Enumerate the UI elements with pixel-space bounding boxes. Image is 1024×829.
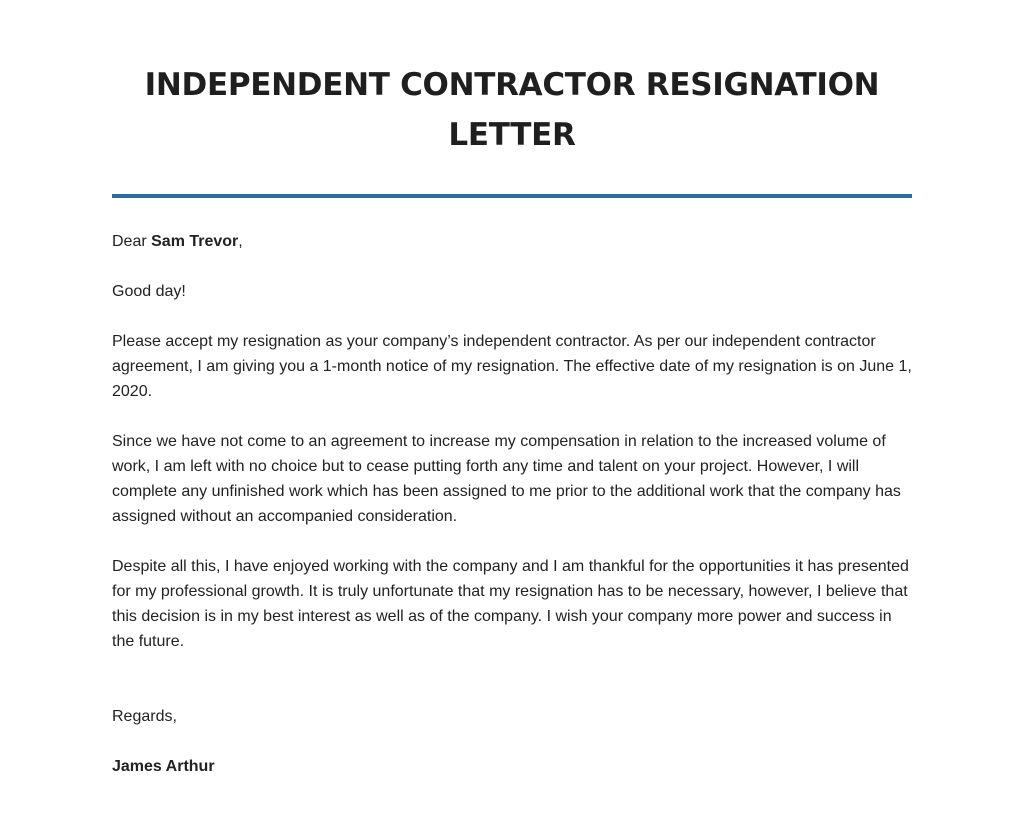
paragraph-1-text: Please accept my resignation as your company’s independent contractor. As per our independent contractor agreement, I am giving you a 1-month notice of my resignation. The effective date of my resignation is on June 1, 2020. bbox=[112, 333, 912, 400]
title-line-1: INDEPENDENT CONTRACTOR RESIGNATION bbox=[144, 67, 880, 103]
title-divider bbox=[112, 194, 912, 198]
recipient-name: Sam Trevor bbox=[151, 233, 239, 250]
paragraph-3 bbox=[112, 554, 912, 654]
paragraph-2-text: Since we have not come to an agreement to increase my compensation in relation to the increased volume of work, I am left with no choice but to cease putting forth any time and talent on your project. However, I will complete any unfinished work which has been assigned to me prior to the additional work that the company has assigned without an accompanied consideration. bbox=[112, 433, 901, 525]
title-line-2: LETTER bbox=[448, 117, 576, 153]
closing bbox=[112, 704, 912, 729]
paragraph-1 bbox=[112, 329, 912, 404]
salutation-suffix: , bbox=[238, 233, 243, 250]
paragraph-2 bbox=[112, 429, 912, 529]
closing-text: Regards, bbox=[112, 708, 177, 725]
paragraph-3-text: Despite all this, I have enjoyed working with the company and I am thankful for the opportunities it has presented for my professional growth. It is truly unfortunate that my resignation has to be necessary, however, I believe that this decision is in my best interest as well as of the company. I wish your company more power and success in the future. bbox=[112, 558, 909, 650]
greeting-text: Good day! bbox=[112, 283, 186, 300]
salutation-prefix: Dear bbox=[112, 233, 152, 250]
greeting bbox=[112, 279, 912, 304]
sender-name: James Arthur bbox=[112, 758, 215, 775]
salutation bbox=[112, 229, 912, 254]
signature bbox=[112, 754, 912, 779]
letter-title bbox=[112, 60, 912, 160]
